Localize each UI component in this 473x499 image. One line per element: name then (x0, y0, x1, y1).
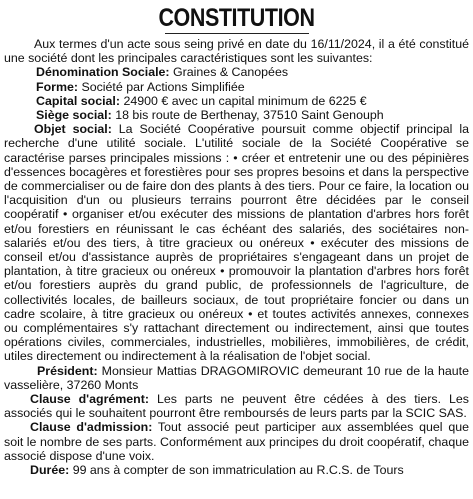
duree-label: Durée: (30, 463, 70, 478)
president-paragraph (4, 364, 469, 392)
field-siege (4, 108, 469, 122)
agrement-value: Les parts ne peuvent être cédées à des tiers. Les associés qui le souhaitent pourront être remboursés de leurs parts par la SCIC SAS. (4, 392, 469, 421)
president-label: Président: (37, 363, 98, 378)
field-capital-value: 24900 € avec un capital minimum de 6225 € (120, 93, 367, 108)
objet-social-label: Objet social: (34, 122, 112, 137)
field-siege-value: 18 bis route de Berthenay, 37510 Saint Genouph (111, 108, 384, 123)
field-denomination (4, 65, 469, 79)
president-value: Monsieur Mattias DRAGOMIROVIC demeurant 10 rue de la haute vasselière, 37260 Monts (4, 363, 469, 392)
agrement-paragraph (4, 392, 469, 420)
intro-paragraph: Aux termes d'un acte sous seing privé en date du 16/11/2024, il a été constitué une société dont les principales caractéristiques sont les suivantes: (4, 37, 469, 66)
field-forme-value: Société par Actions Simplifiée (78, 79, 245, 94)
admission-label: Clause d'admission: (30, 420, 153, 435)
duree-paragraph (4, 463, 469, 477)
field-capital-label: Capital social: (36, 93, 121, 108)
notice-title: CONSTITUTION (158, 4, 315, 32)
field-forme-label: Forme: (36, 79, 78, 94)
field-forme (4, 80, 469, 94)
title-underline (165, 33, 309, 34)
field-siege-label: Siège social: (36, 108, 112, 123)
admission-value: Tout associé peut participer aux assemblées quel que soit le nombre de ses parts. Conformément aux principes du droit coopératif, chaque associé dispose d'une voix. (4, 420, 470, 463)
field-denomination-label: Dénomination Sociale: (36, 65, 170, 80)
field-denomination-value: Graines & Canopées (169, 65, 289, 80)
objet-social-paragraph (4, 122, 469, 363)
duree-value: 99 ans à compter de son immatriculation au R.C.S. de Tours (69, 463, 404, 478)
field-capital (4, 94, 469, 108)
objet-social-value: La Société Coopérative poursuit comme objectif principal la recherche d'une utilité sociale. L'utilité sociale de la Société Coopérative se caractérise parses principales missions : • créer et entretenir une ou des pépinières d'essences bocagères et forestières pour ses propres besoins et dans la perspective de commercialiser ou de faire don des plants à des tiers. Pour ce faire, la location ou l'acquisition d'un ou plusieurs terrains pourront être décidées par le conseil coopératif • organiser et/ou exécuter des missions de plantation d'arbres hors forêt et/ou forestiers en réunissant le cas échéant des salariés, des sociétaires non-salariés et/ou des tiers, à titre gracieux ou onéreux • exécuter des missions de conseil et/ou d'assistance auprès de propriétaires s'engageant dans un projet de plantation, à titre gracieux ou onéreux • promouvoir la plantation d'arbres hors forêt et/ou forestiers auprès du grand public, de professionnels de l'agriculture, de collectivités locales, de bailleurs sociaux, de tout propriétaire foncier ou dans un cadre scolaire, à titre gracieux ou onéreux • et toutes activités annexes, connexes ou complémentaires s'y rattachant directement ou indirectement, ainsi que toutes opérations civiles, commerciales, industrielles, mobilières, immobilières, de crédit, utiles directement ou indirectement à la réalisation de l'objet social. (4, 122, 469, 364)
admission-paragraph (4, 420, 469, 463)
agrement-label: Clause d'agrément: (30, 392, 150, 407)
